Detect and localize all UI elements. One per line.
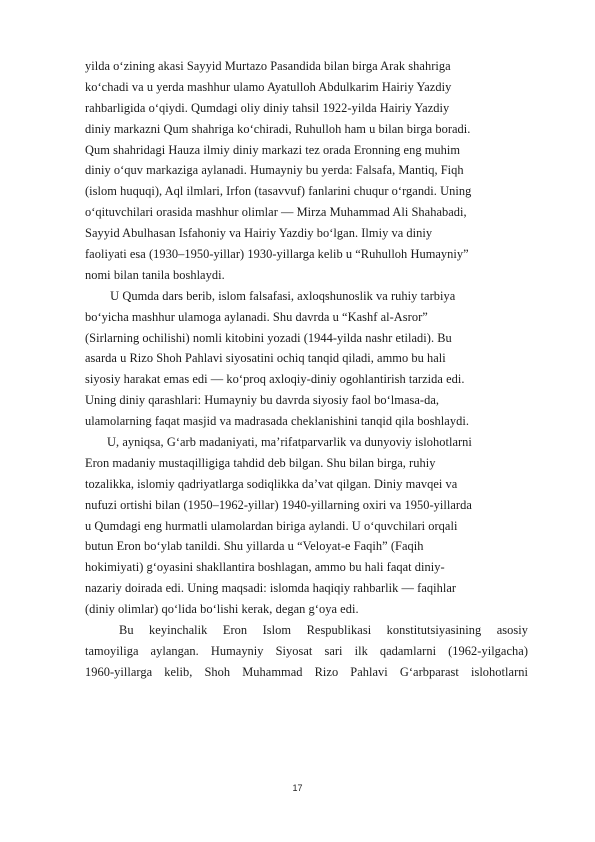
text-line: U, ayniqsa, G‘arb madaniyati, ma’rifatparvarlik va dunyoviy islohotlarni [85, 435, 472, 450]
text-line: nufuzi ortishi bilan (1950–1962-yillar) 1940-yillarning oxiri va 1950-yillarda [85, 497, 472, 512]
text-line: ko‘chadi va u yerda mashhur ulamo Ayatulloh Abdulkarim Hairiy Yazdiy [85, 79, 452, 94]
page-number: 17 [292, 783, 303, 793]
text-line: (Sirlarning ochilishi) nomli kitobini yozadi (1944-yilda nashr etiladi). Bu [85, 330, 452, 345]
text-line: rahbarligida o‘qiydi. Qumdagi oliy diniy tahsil 1922-yilda Hairiy Yazdiy [85, 100, 450, 115]
text-line: o‘qituvchilari orasida mashhur olimlar — Mirza Muhammad Ali Shahabadi, [85, 205, 467, 220]
text-line: Uning diniy qarashlari: Humayniy bu davrda siyosiy faol bo‘lmasa-da, [85, 393, 440, 408]
text-line: ulamolarning faqat masjid va madrasada cheklanishini tanqid qila boshlaydi. [85, 414, 469, 429]
text-line: nazariy doirada edi. Uning maqsadi: islomda haqiqiy rahbarlik — faqihlar [85, 581, 457, 596]
text-line: Eron madaniy mustaqilligiga tahdid deb bilgan. Shu bilan birga, ruhiy [85, 455, 436, 470]
text-line: bo‘yicha mashhur ulamoga aylanadi. Shu davrda u “Kashf al-Asror” [85, 309, 428, 324]
text-line: nomi bilan tanila boshlaydi. [85, 267, 225, 282]
text-line: diniy o‘quv markaziga aylanadi. Humayniy bu yerda: Falsafa, Mantiq, Fiqh [85, 163, 464, 178]
text-line: tamoyiliga aylangan. Humayniy Siyosat sari ilk qadamlarni (1962-yilgacha) [85, 643, 528, 658]
text-line: (diniy olimlar) qo‘lida bo‘lishi kerak, degan g‘oya edi. [85, 602, 359, 617]
text-line: U Qumda dars berib, islom falsafasi, axloqshunoslik va ruhiy tarbiya [85, 288, 456, 303]
text-line: (islom huquqi), Aql ilmlari, Irfon (tasavvuf) fanlarini chuqur o‘rgandi. Uning [85, 184, 472, 199]
text-line: 1960-yillarga kelib, Shoh Muhammad Rizo Pahlavi G‘arbparast islohotlarni [85, 664, 528, 679]
text-line: siyosiy harakat emas edi — ko‘proq axloqiy-diniy ogohlantirish tarzida edi. [85, 372, 465, 387]
text-line: tozalikka, islomiy qadriyatlarga sodiqlikka da’vat qilgan. Diniy mavqei va [85, 476, 458, 491]
text-line: butun Eron bo‘ylab tanildi. Shu yillarda u “Veloyat-e Faqih” (Faqih [85, 539, 424, 554]
text-line: Bu keyinchalik Eron Islom Respublikasi konstitutsiyasining asosiy [119, 623, 528, 638]
text-line: faoliyati esa (1930–1950-yillar) 1930-yillarga kelib u “Ruhulloh Humayniy” [85, 247, 469, 262]
text-line: diniy markazni Qum shahriga ko‘chiradi, Ruhulloh ham u bilan birga boradi. [85, 121, 471, 136]
body-text [85, 56, 528, 683]
text-line: yilda o‘zining akasi Sayyid Murtazo Pasandida bilan birga Arak shahriga [85, 59, 451, 73]
text-line: asarda u Rizo Shoh Pahlavi siyosatini ochiq tanqid qiladi, ammo bu hali [85, 351, 446, 366]
text-line: hokimiyati) g‘oyasini shakllantira boshlagan, ammo bu hali faqat diniy- [85, 560, 445, 575]
text-line: Qum shahridagi Hauza ilmiy diniy markazi tez orada Eronning eng muhim [85, 142, 461, 157]
text-line: u Qumdagi eng hurmatli ulamolardan biriga aylandi. U o‘quvchilari orqali [85, 518, 458, 533]
text-line: Sayyid Abulhasan Isfahoniy va Hairiy Yazdiy bo‘lgan. Ilmiy va diniy [85, 226, 433, 241]
